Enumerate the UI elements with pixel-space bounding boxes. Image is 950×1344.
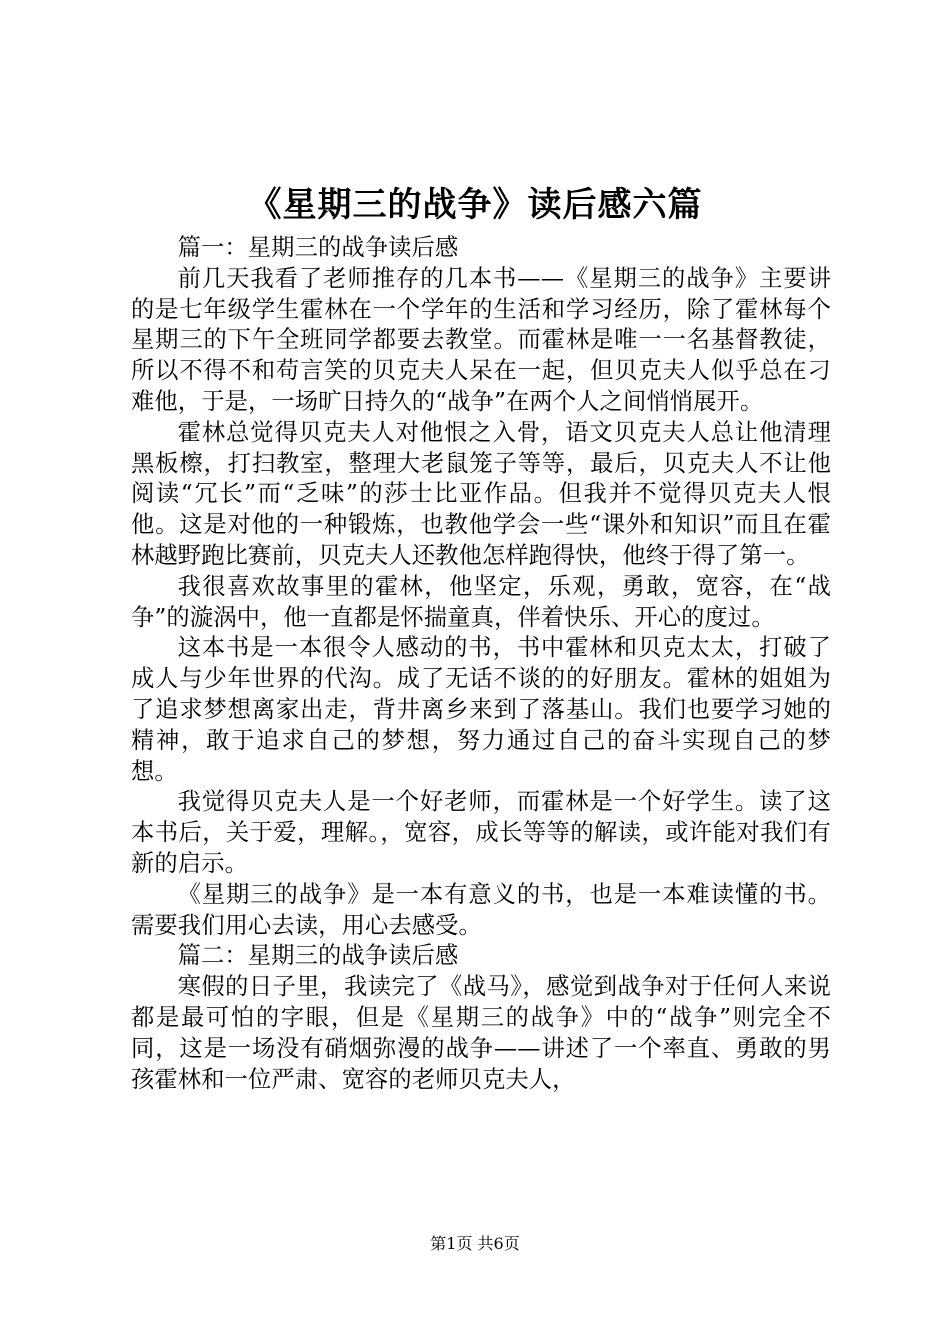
paragraph: 《星期三的战争》是一本有意义的书，也是一本难读懂的书。需要我们用心去读，用心去感受。 xyxy=(131,880,831,939)
paragraph: 寒假的日子里，我读完了《战马》，感觉到战争对于任何人来说都是最可怕的字眼，但是《星期三的战争》中的“战争”则完全不同，这是一场没有硝烟弥漫的战争——讲述了一个率直、勇敢的男孩霍林和一位严肃、宽容的老师贝克夫人， xyxy=(131,973,831,1093)
paragraph: 前几天我看了老师推存的几本书——《星期三的战争》主要讲的是七年级学生霍林在一个学年的生活和学习经历，除了霍林每个星期三的下午全班同学都要去教堂。而霍林是唯一一名基督教徒，所以不得不和苟言笑的贝克夫人呆在一起，但贝克夫人似乎总在刁难他，于是，一场旷日持久的“战争”在两个人之间悄悄展开。 xyxy=(131,264,831,415)
page-footer: 第1页 共6页 xyxy=(430,1234,520,1253)
paragraph: 这本书是一本很令人感动的书，书中霍林和贝克太太，打破了成人与少年世界的代沟。成了无话不谈的的好朋友。霍林的姐姐为了追求梦想离家出走，背井离乡来到了落基山。我们也要学习她的精神，敢于追求自己的梦想，努力通过自己的奋斗实现自己的梦想。 xyxy=(131,634,831,785)
document-title: 《星期三的战争》读后感六篇 xyxy=(247,185,703,225)
document-body xyxy=(131,233,831,1095)
paragraph: 我很喜欢故事里的霍林，他坚定，乐观，勇敢，宽容，在“战争”的漩涡中，他一直都是怀揣童真，伴着快乐、开心的度过。 xyxy=(131,572,831,631)
paragraph: 我觉得贝克夫人是一个好老师，而霍林是一个好学生。读了这本书后，关于爱，理解。，宽容，成长等等的解读，或许能对我们有新的启示。 xyxy=(131,788,831,877)
paragraph: 霍林总觉得贝克夫人对他恨之入骨，语文贝克夫人总让他清理黑板檫，打扫教室，整理大老鼠笼子等等，最后，贝克夫人不让他阅读“冗长”而“乏味”的莎士比亚作品。但我并不觉得贝克夫人恨他。这是对他的一种锻炼，也教他学会一些“课外和知识”而且在霍林越野跑比赛前，贝克夫人还教他怎样跑得快，他终于得了第一。 xyxy=(131,418,831,569)
section-heading-2: 篇二：星期三的战争读后感 xyxy=(177,942,459,970)
section-heading-1: 篇一：星期三的战争读后感 xyxy=(177,234,459,261)
